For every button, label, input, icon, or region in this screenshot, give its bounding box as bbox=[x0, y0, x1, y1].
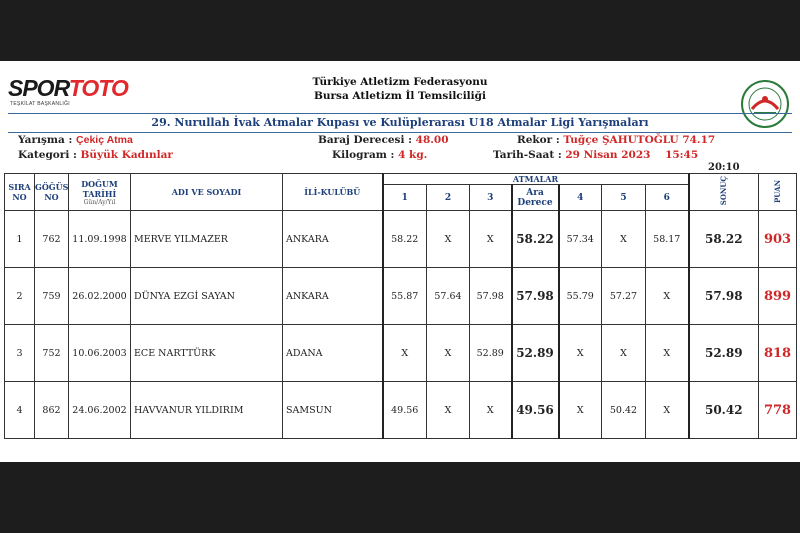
col-a6: 6 bbox=[646, 185, 689, 211]
col-puan: PUAN bbox=[759, 174, 797, 211]
cell-a3: X bbox=[470, 382, 512, 439]
col-kulup: İLİ-KULÜBÜ bbox=[283, 174, 383, 211]
cell-sira: 2 bbox=[5, 268, 35, 325]
col-a1: 1 bbox=[383, 185, 427, 211]
cell-a1: X bbox=[383, 325, 427, 382]
col-a3: 3 bbox=[470, 185, 512, 211]
cell-sira: 1 bbox=[5, 211, 35, 268]
cell-a5: 50.42 bbox=[602, 382, 646, 439]
col-ad: ADI VE SOYADI bbox=[131, 174, 283, 211]
cell-a3: X bbox=[470, 211, 512, 268]
cell-sira: 3 bbox=[5, 325, 35, 382]
tarih-info: Tarih-Saat : 29 Nisan 2023 15:45 bbox=[493, 149, 699, 161]
col-a4: 4 bbox=[559, 185, 602, 211]
cell-ara: 52.89 bbox=[512, 325, 559, 382]
cell-ad: MERVE YILMAZER bbox=[131, 211, 283, 268]
cell-dogum: 10.06.2003 bbox=[69, 325, 131, 382]
cell-gogus: 862 bbox=[35, 382, 69, 439]
cell-sonuc: 58.22 bbox=[689, 211, 759, 268]
kilogram-info: Kilogram : 4 kg. bbox=[332, 149, 428, 161]
col-ara: Ara Derece bbox=[512, 185, 559, 211]
cell-ad: ECE NARTTÜRK bbox=[131, 325, 283, 382]
event-title: 29. Nurullah İvak Atmalar Kupası ve Kulüplerarası U18 Atmalar Ligi Yarışmaları bbox=[8, 113, 792, 133]
cell-gogus: 762 bbox=[35, 211, 69, 268]
cell-sonuc: 50.42 bbox=[689, 382, 759, 439]
table-row bbox=[5, 382, 797, 439]
cell-ad: DÜNYA EZGİ SAYAN bbox=[131, 268, 283, 325]
cell-kulup: SAMSUN bbox=[283, 382, 383, 439]
cell-a2: X bbox=[427, 382, 470, 439]
cell-sonuc: 52.89 bbox=[689, 325, 759, 382]
yarisma-info: Yarışma : Çekiç Atma bbox=[18, 134, 133, 146]
cell-a6: X bbox=[646, 325, 689, 382]
baraj-info: Baraj Derecesi : 48.00 bbox=[318, 134, 449, 146]
cell-a4: 57.34 bbox=[559, 211, 602, 268]
rekor-info: Rekor : Tuğçe ŞAHUTOĞLU 74.17 bbox=[517, 134, 716, 146]
cell-dogum: 11.09.1998 bbox=[69, 211, 131, 268]
cell-a4: 55.79 bbox=[559, 268, 602, 325]
cell-puan: 903 bbox=[759, 211, 797, 268]
cell-ad: HAVVANUR YILDIRIM bbox=[131, 382, 283, 439]
federation-name: Türkiye Atletizm Federasyonu bbox=[312, 76, 488, 88]
report-time: 20:10 bbox=[708, 162, 740, 173]
cell-a2: X bbox=[427, 325, 470, 382]
table-row bbox=[5, 268, 797, 325]
result-sheet bbox=[0, 61, 800, 462]
table-row bbox=[5, 211, 797, 268]
col-gogus: GÖĞÜS NO bbox=[35, 174, 69, 211]
cell-a4: X bbox=[559, 382, 602, 439]
cell-puan: 778 bbox=[759, 382, 797, 439]
cell-kulup: ADANA bbox=[283, 325, 383, 382]
cell-a6: X bbox=[646, 268, 689, 325]
kategori-info: Kategori : Büyük Kadınlar bbox=[18, 149, 173, 161]
cell-a2: X bbox=[427, 211, 470, 268]
cell-a3: 57.98 bbox=[470, 268, 512, 325]
col-atmalar: ATMALAR bbox=[383, 174, 689, 185]
cell-a6: X bbox=[646, 382, 689, 439]
cell-kulup: ANKARA bbox=[283, 268, 383, 325]
cell-a4: X bbox=[559, 325, 602, 382]
cell-a2: 57.64 bbox=[427, 268, 470, 325]
cell-kulup: ANKARA bbox=[283, 211, 383, 268]
cell-dogum: 24.06.2002 bbox=[69, 382, 131, 439]
cell-a6: 58.17 bbox=[646, 211, 689, 268]
cell-gogus: 759 bbox=[35, 268, 69, 325]
cell-gogus: 752 bbox=[35, 325, 69, 382]
cell-sira: 4 bbox=[5, 382, 35, 439]
cell-a1: 49.56 bbox=[383, 382, 427, 439]
results-table bbox=[4, 173, 797, 439]
branch-name: Bursa Atletizm İl Temsilciliği bbox=[314, 90, 486, 102]
cell-puan: 899 bbox=[759, 268, 797, 325]
cell-sonuc: 57.98 bbox=[689, 268, 759, 325]
sportoto-logo: SPORTOTO TEŞKİLAT BAŞKANLIĞI bbox=[8, 75, 128, 107]
cell-a5: X bbox=[602, 211, 646, 268]
cell-puan: 818 bbox=[759, 325, 797, 382]
col-sira: SIRA NO bbox=[5, 174, 35, 211]
cell-ara: 57.98 bbox=[512, 268, 559, 325]
cell-a1: 55.87 bbox=[383, 268, 427, 325]
col-a2: 2 bbox=[427, 185, 470, 211]
cell-ara: 49.56 bbox=[512, 382, 559, 439]
table-row bbox=[5, 325, 797, 382]
cell-a5: 57.27 bbox=[602, 268, 646, 325]
cell-dogum: 26.02.2000 bbox=[69, 268, 131, 325]
col-a5: 5 bbox=[602, 185, 646, 211]
cell-a3: 52.89 bbox=[470, 325, 512, 382]
cell-a1: 58.22 bbox=[383, 211, 427, 268]
cell-a5: X bbox=[602, 325, 646, 382]
cell-ara: 58.22 bbox=[512, 211, 559, 268]
col-dogum: DOĞUM TARİHİ Gün/Ay/Yıl bbox=[69, 174, 131, 211]
col-sonuc: SONUÇ bbox=[689, 174, 759, 211]
